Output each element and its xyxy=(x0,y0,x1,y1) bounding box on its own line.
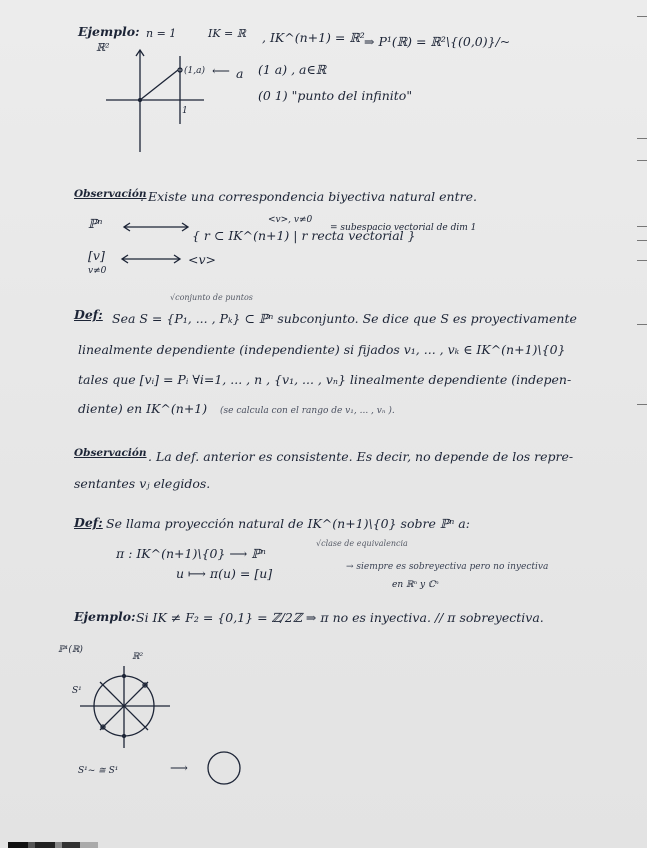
p1-label: ℙ¹(ℝ) xyxy=(58,645,83,655)
span-v: <v> xyxy=(188,252,217,267)
quotient-label: S¹~ ≅ S¹ xyxy=(78,766,119,776)
definition-1-line-4: diente) en IK^(n+1) xyxy=(78,401,208,416)
quotient-circle xyxy=(204,748,244,788)
surjective-note-2: en ℝⁿ y ℂⁿ xyxy=(392,580,439,590)
definition-2-title: Def: xyxy=(74,515,103,530)
equivalence-class-note: √clase de equivalencia xyxy=(316,539,408,548)
surjective-note: → siempre es sobreyectiva pero no inyectiva xyxy=(346,562,549,572)
pn-symbol: ℙⁿ xyxy=(88,216,103,231)
edge-mark xyxy=(637,240,647,241)
edge-mark xyxy=(637,138,647,139)
edge-mark xyxy=(637,226,647,227)
edge-mark xyxy=(637,404,647,405)
example-2-label: Ejemplo: xyxy=(74,609,136,624)
example-label: Ejemplo: xyxy=(78,24,140,39)
observation-2-line-2: sentantes vⱼ elegidos. xyxy=(74,476,211,491)
class-v: [v] xyxy=(88,248,105,263)
bij-arrow-1 xyxy=(120,222,192,232)
definition-1-line-1: Sea S = {P₁, ... , Pₖ} ⊂ ℙⁿ subconjunto. Se dice que S es proyectivamente xyxy=(112,311,577,326)
projection-map: π : IK^(n+1)\{0} ⟶ ℙⁿ xyxy=(116,546,266,561)
arrow-a: a xyxy=(236,66,244,81)
plane-label: ℝ² xyxy=(96,41,110,54)
observation-2-line-1: . La def. anterior es consistente. Es decir, no depende de los repre- xyxy=(148,449,574,464)
s1-label: S¹ xyxy=(72,686,82,696)
circle-diagram xyxy=(78,662,174,754)
set-of-points-note: √conjunto de puntos xyxy=(170,293,253,302)
tick-one: 1 xyxy=(182,106,188,116)
example-2-text: Si IK ≠ F₂ = {0,1} = ℤ/2ℤ ⇒ π no es inyectiva. // π sobreyectiva. xyxy=(136,610,544,625)
span-note: <v>, v≠0 xyxy=(268,215,313,225)
bij-arrow-2 xyxy=(118,254,184,264)
definition-1-line-3: tales que [vᵢ] = Pᵢ ∀i=1, ... , n , {v₁, ... , vₙ} linealmente dependiente (indepen- xyxy=(78,372,572,387)
maps-to-arrow: ⟶ xyxy=(170,760,188,775)
scan-edge-strip xyxy=(8,842,98,848)
row-2: (0 1) "punto del infinito" xyxy=(258,88,413,103)
edge-mark xyxy=(637,160,647,161)
observation-2-title: Observación xyxy=(74,447,147,459)
subspace-note: = subespacio vectorial de dim 1 xyxy=(330,223,477,233)
projection-rule: u ⟼ π(u) = [u] xyxy=(176,566,273,581)
r2-label: ℝ² xyxy=(132,652,144,662)
v-nonzero: v≠0 xyxy=(88,266,107,276)
observation-1-text: . Existe una correspondencia biyectiva natural entre. xyxy=(140,189,477,204)
definition-2-line-1: Se llama proyección natural de IK^(n+1)\{0} sobre ℙⁿ a: xyxy=(106,516,470,531)
arrow-a-glyph: ⟵ xyxy=(212,63,230,78)
lines-set: { r ⊂ IK^(n+1) | r recta vectorial } xyxy=(192,228,416,243)
n-equals: n = 1 xyxy=(146,27,177,40)
definition-1-title: Def: xyxy=(74,307,103,322)
definition-1-line-2: linealmente dependiente (independiente) si fijados v₁, ... , vₖ ∈ IK^(n+1)\{0} xyxy=(78,342,566,357)
space-def: , IK^(n+1) = ℝ² xyxy=(262,30,365,45)
line-through-point xyxy=(140,70,178,100)
projective-line-def: ⇒ P¹(ℝ) = ℝ²\{(0,0)}/~ xyxy=(364,34,511,49)
field-def: IK = ℝ xyxy=(208,27,246,40)
edge-mark xyxy=(637,16,647,17)
edge-mark xyxy=(637,324,647,325)
row-1: (1 a) , a∈ℝ xyxy=(258,62,327,77)
definition-1-rank-note: (se calcula con el rango de v₁, ... , vₙ ). xyxy=(220,406,395,416)
edge-mark xyxy=(637,260,647,261)
point-label: (1,a) xyxy=(184,66,205,76)
observation-1-title: Observación xyxy=(74,188,147,200)
